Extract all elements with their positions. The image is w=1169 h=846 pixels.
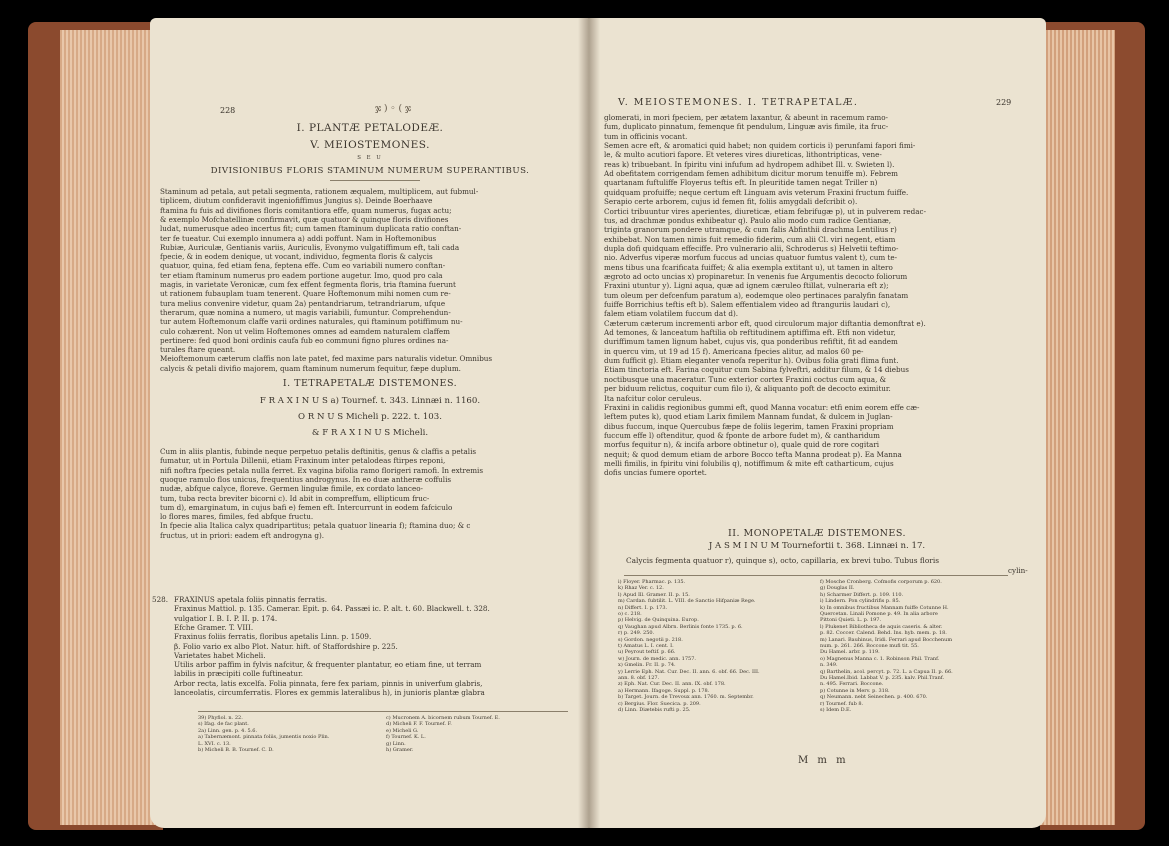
footnote-rule-right (624, 575, 1008, 576)
footnote-line: e) Micheli G. (386, 727, 419, 734)
footnote-line: Du Hamel.Ibid. Labbat V. p. 235. kalv. Phil.Tranf. (820, 675, 945, 681)
text-line: vulgatior I. B. I. P. II. p. 174. (174, 613, 278, 623)
text-line: tum oleum per defcenfum paratum a), eodemque oleo pertinaces paralyfin fanatam (604, 290, 909, 300)
text-line: morfus fequitur n), & incifa arbore obtinetur o), quale quid de rore cogitari (604, 440, 880, 450)
text-line: lanceolatis, circumferratis. Flores ex gemmis lateralibus h), in junioris plantæ glabra (174, 688, 485, 697)
text-line: tus, ad drachmæ pondus exhibeatur q). Paulo alio modo cum radice Gentianæ, (604, 215, 892, 225)
fraxinus-heading: F R A X I N U S a) Tournef. t. 343. Linnæi n. 1160. (259, 396, 481, 406)
text-line: nifi noftra fpecies petala nulla ferret. Ex vagina bifolia ramo florigeri ramofi. In extremis (160, 465, 484, 475)
section-monopetalae: II. MONOPETALÆ DISTEMONES. (727, 528, 907, 539)
text-line: quidquam profuiffe; neque certum eft Linguam avis veterum Fraxini fructum fuiffe. (604, 187, 909, 197)
left-page (150, 18, 590, 828)
ornus-heading: O R N U S Micheli p. 222. t. 103. (298, 412, 442, 422)
text-line: Fraxini utuntur y). Ligni aqua, quæ ad ignem cæruleo ftillat, vulneraria eft z); (604, 281, 889, 291)
calycis-line: Calycis fegmenta quatuor r), quinque s), octo, capillaria, ex brevi tubo. Tubus floris (626, 556, 939, 565)
text-line: fuccum effe l) oftenditur, quod & fponte de arbore fudet m), & cantharidum (604, 430, 880, 440)
text-line: Utilis arbor paffim in fylvis nafcitur, & frequenter plantatur, eo etiam fine, ut terram (174, 660, 482, 670)
text-line: Ad temones, & lanceatum haftilia ob reftitudinem aptiffima eft. Etfi non videtur, (604, 328, 896, 338)
heading-divisionibus: DIVISIONIBUS FLORIS STAMINUM NUMERUM SUPERANTIBUS. (210, 166, 530, 176)
footnote-line: q) Vaughan apud Albrn. Berlinis fonte 1735. p. 6. (618, 623, 743, 630)
text-line: Staminum ad petala, aut petali segmenta, rationem æqualem, multiplicem, aut fubmul- (160, 187, 479, 196)
ornament-icon: ჯ ) ◦ ( ჯ (375, 104, 412, 114)
text-line: fructus, ut in priori: eadem eft androgyna g). (160, 530, 325, 540)
footnote-line: r) p. 249. 250. (618, 630, 655, 637)
divider (330, 180, 420, 181)
text-line: lo flores mares, fimiles, fed abfque fructu. (160, 512, 314, 522)
entry-number-528: 528. (152, 595, 169, 604)
text-line: nudæ, abfque calyce, floreve. Germen lingulæ fimile, ex cordato lanceo- (160, 484, 423, 494)
footnote-line: b) Micheli B. B. Tournef. C. D. (198, 747, 274, 753)
jasminum-heading: J A S M I N U M Tournefortii t. 368. Linnæi n. 17. (708, 541, 926, 551)
footnote-line: k) In omnibus fructibus Mannam fuiffe Cotunne H. (820, 604, 949, 611)
text-line: Meioftemonum cæterum claffis non late patet, fed maxime pars naturalis videtur. Omnibus (160, 354, 493, 364)
footnote-line: u) Peyrout teftif. p. 66. (618, 649, 676, 656)
text-line: fum, duplicato pinnatum, femenque fit pendulum, Linguæ avis fimile, ita fruc- (604, 122, 889, 132)
section-tetrapetalae: I. TETRAPETALÆ DISTEMONES. (282, 378, 458, 389)
text-line: Ita nafcitur color ceruleus. (604, 393, 702, 403)
footnote-line: n. 349. (820, 662, 838, 669)
text-line: quartanam fuftuliffe Floyerus teftis eft. In pleuritide tamen negat Triller n) (604, 178, 878, 188)
text-line: dum fufficit g). Etiam eleganter venofa reperitur h). Ovibus folia grati flima funt. (604, 356, 899, 366)
text-line: & exemplo Mofchatellinæ confirmavit, quæ quatuor & quinque floris divifiones (160, 214, 449, 224)
text-line: ludat, numerusque adeo incertus fit; cum tamen ftaminum duplicata ratio conftan- (160, 224, 462, 234)
text-line: Cortici tribuuntur vires aperientes, diureticæ, etiam febrifugæ p), ut in pulverem redac- (604, 206, 926, 216)
text-line: tura melius convenire videtur, quam 2a) pentandriarum, tetrandriarum, ufque (160, 298, 446, 308)
text-line: exhibebat. Non tamen nimis fuit remedio fiderim, cum alii Cl. viri negent, etiam (604, 234, 896, 244)
text-line: β. Folio vario ex albo Plot. Natur. hift. of Staffordshire p. 225. (174, 641, 398, 651)
text-line: falem etiam volatilem fuccum dat d). (604, 309, 739, 319)
text-line: tur autem Hoftemonum claffe varii ordines naturales, qui ftaminum potiffimum nu- (160, 317, 463, 327)
footnote-line: 2a) Linn. gen. p. 4. 5.6. (198, 727, 258, 734)
text-line: per biduum relictus, coquitur cum filo i), & aliquanto poft de decocto eximitur. (604, 384, 891, 394)
text-line: ter fe tueatur. Cui exemplo innumera a) addi poffunt. Nam in Hoftemonibus (160, 233, 437, 243)
text-line: Ad obefitatem corrigendam femen adhibitum dicitur morum tenuiffe m). Febrem (604, 169, 898, 179)
footnote-line: s) Gordon. negotii p. 218. (618, 636, 683, 643)
text-line: reas k) tribuebant. In fpiritu vini infufum ad hydropem adhibet Ill. v. Swieten l). (604, 159, 895, 169)
text-line: melli fimilis, in fpiritu vini folubilis q), notiffimum & mite eft catharticum, cujus (604, 458, 894, 468)
text-line: Etiam tinctoria eft. Farina coquitur cum Sabina fylveftri, additur filum, & 14 diebus (604, 365, 909, 375)
text-line: ægroto ad octo uncias x) propinaretur. In venenis fue Argumentis decocto foliorum (604, 271, 908, 281)
text-line: Arbor recta, latis excelfa. Folia pinnata, fere fex pariam, pinnis in univerfum glabris, (174, 678, 483, 688)
footnote-line: o) Magnenus Manna c. 1. Robinson Phil. Tranf. (820, 655, 940, 662)
page-edges-left (60, 30, 155, 825)
text-line: therarum, quæ nomina a numero, ut magis variabili, fumuntur. Comprehendun- (160, 307, 451, 317)
footnote-line: o) c. 218. (618, 611, 642, 617)
footnote-line: c) Mucronem A. bicornem rubum Tournef. E. (386, 715, 500, 721)
page-edges-right (1040, 30, 1115, 825)
text-line: dofis uncias fumere oportet. (604, 468, 707, 478)
footnote-line: x) Gmelin. Fr. II. p. 74. (618, 662, 676, 669)
footnote-line: n. 495. Ferrari. Boccone. (820, 681, 884, 688)
text-line: le, & multo acutiori fapore. Et veteres vires diureticas, lithontripticas, vene- (604, 150, 882, 160)
footnote-line: num. p. 261. 266. Boccone mufi tit. 55. (820, 643, 919, 649)
text-line: glomerati, in mori fpeciem, per ætatem laxantur, & abeunt in racemum ramo- (604, 113, 888, 122)
footnote-line: l) Plukenet Bibliotheca de aquis caseris. & alter. (820, 623, 943, 630)
text-line: duriffimum tamen lignum habet, cujus vis, qua ponderibus refiftit, fit ad eandem (604, 337, 898, 347)
text-line: quoque ramulo flos unicus, frequentius androgynus. In eo duæ antheræ coffulis (160, 474, 452, 484)
text-line: ut rationem fubauplam tuam tenerent. Quare Hoftemonum mihi nomen cum re- (160, 289, 451, 299)
footnote-line: p) Cotunne in Merv. p. 318. (820, 687, 890, 694)
text-line: Semen acre eft, & aromatici quid habet; non quidem corticis i) perunfami fapori fimi- (604, 141, 916, 151)
footnote-line: a) Tabernæmont. pinnata foliis, jumentis noxio Plin. (198, 734, 330, 741)
text-line: magis, in varietate Veronicæ, cum fex effent fegmenta floris, tria ftamina fuerunt (160, 280, 456, 289)
footnote-line: y) Lerrie Eph. Nat. Cur. Dec. II. ann. 6. obf. 66. Dec. III. (618, 668, 760, 675)
text-line: Fraxinus foliis ferratis, floribus apetalis Linn. p. 1509. (174, 632, 372, 642)
text-line: noctibusque una maceratur. Tunc exterior cortex Fraxini coctus cum aqua, & (604, 374, 887, 384)
footnote-line: p) Helvig. de Quinquina. Europ. (618, 617, 699, 624)
footnote-line: s) Idem D.E. (820, 707, 852, 713)
footnote-line: p. 82. Coccer. Calend. Behd. Ins. hyb. mem. p. 18. (820, 630, 947, 637)
text-line: Cum in aliis plantis, fubinde neque perpetuo petalis deftinitis, genus & claffis a petalis (160, 447, 477, 456)
footnote-line: g) Douglas II. (820, 585, 855, 592)
footnote-line: ann. 8. obf. 127. (618, 675, 660, 681)
text-line: ter etiam ftaminum numerus pro eadem portione augetur. Imo, quod pro cala (160, 270, 443, 280)
text-line: fpecie, & in eodem denique, ut vocant, individuo, fegmenta floris & calycis (160, 252, 433, 262)
footnote-line: g) Linn. (386, 740, 406, 747)
text-line: triginta granorum pondere utramque, & cum falis Abfinthii drachma Lentilius r) (604, 225, 897, 235)
footnote-line: z) Eph. Nat. Cur. Dec. II. ann. IX. obf. 178. (618, 681, 726, 688)
text-line: dupla dofi quidquam effeciffe. Pro vulnerario alii, Schroderus s) Helvetii teftimo- (604, 243, 899, 253)
heading-meiostemones: V. MEIOSTEMONES. (310, 139, 430, 151)
text-line: ftamina fu fuis ad divifiones floris comitantiora effe, quam numerus, fugax actu; (160, 205, 452, 215)
footnote-line: k) Rhaz Ver. c. 12. (618, 585, 664, 592)
text-line: fuiffe Borrichius teftis eft b). Salem effentialem video ad ftranguriis laudari c), (604, 300, 891, 309)
footnote-line: Quercetan. Linali Pomone p. 49. In alia arbore (820, 611, 938, 617)
signature-mark: M m m (798, 755, 849, 766)
footnote-line: r) Tournef. fub 8. (820, 700, 864, 707)
text-line: leftem putes k), quod etiam Larix fimilem Mannam fundat, & dulcem in Juglan- (604, 412, 893, 422)
footnote-line: i) Floyer. Pharmac. p. 135. (618, 579, 686, 585)
text-line: pertinere: fed quod boni ordinis caufa fub eo communi figno plures ordines na- (160, 335, 449, 345)
text-line: Serapio certe arborem, cujus id femen fit, foliis amygdali defcribit o). (604, 197, 858, 207)
text-line: Efche Gramer. T. VIII. (174, 622, 254, 632)
left-page-number: 228 (220, 106, 236, 115)
footnote-line: d) Linn. Diætebis rufti p. 25. (618, 707, 691, 713)
footnote-line: Du Hamel. arbr. p. 119. (820, 649, 880, 656)
footnote-line: i) Lindern. Pon cylindrifis p. 85. (820, 598, 901, 605)
footnote-line: 39) Phyfiol. n. 22. (198, 715, 243, 721)
right-page (588, 18, 1046, 828)
right-page-number: 229 (996, 98, 1012, 107)
footnote-line: s) Ifag. de fac plant. (198, 721, 249, 728)
text-line: Fraxini in calidis regionibus gummi eft, quod Manna vocatur: etfi enim eorem effe cæ- (604, 402, 920, 412)
footnote-line: t) Amatus L. I. cent. I. (618, 643, 674, 649)
text-line: tum in officinis vocant. (604, 131, 688, 141)
footnote-line: m) Lanari. Bauhinus, Iridi. Ferrari apud Bocchenum (820, 636, 953, 643)
text-line: in quercu vim, ut 19 ad 15 f). Americana fpecies alitur, ad malos 60 pe- (604, 346, 864, 356)
footnote-line: d) Micheli F. F. Tournef. F. (386, 721, 452, 728)
footnote-line: q) Barthelin, acol. percyt. p. 72. L. a Capua II. p. 66. (820, 668, 953, 675)
footnote-line: Pittoni Quieti. L. p. 197. (820, 617, 882, 624)
text-line: mens tibus una fcarificata fuiffet; & alia exempla extitant u), ut tamen in altero (604, 262, 893, 272)
footnote-line: h) Scharmer Differt. p. 109. 110. (820, 591, 904, 598)
text-line: In fpecie alia Italica calyx quadripartitus; petala quatuor linearia f); ftamina duo; & c (160, 521, 471, 531)
text-line: tiplicem, diutum confideravit ingeniofiffimus Jungius s). Deinde Boerhaave (160, 196, 433, 206)
footnote-line: l) Apud Ill. Gramer. II. p. 15. (618, 591, 690, 598)
text-line: tum d), emarginatum, in cujus bafi e) femen eft. Intercurrunt in eodem fafciculo (160, 502, 453, 512)
footnote-line: f) Mosche Cronberg. Cofmofis corporum p. 620. (820, 579, 942, 585)
fraxinus-micheli-heading: & F R A X I N U S Micheli. (311, 428, 429, 438)
text-line: culo cohærent. Non ut velim Hoftemones omnes ad eamdem naturalem claffem (160, 326, 450, 336)
text-line: Rubiæ, Auriculæ, Gentianis variis, Auriculis, Evonymo vulgatiffimum eft, tali cada (160, 242, 460, 252)
text-line: turales ftare queant. (160, 345, 236, 355)
footnote-line: c) Bergius. Flor. Suecica. p. 209. (618, 700, 701, 707)
text-line: calycis & petali divifio majorem, quam ftaminum numerum fequitur, fæpe duplum. (160, 363, 461, 373)
footnote-line: q) Neumann. nebt Seinechen. p. 400. 670. (820, 694, 928, 701)
catchword: cylin- (1008, 566, 1028, 575)
text-line: nequit; & quod demum etiam de arbore Bocco tefta Manna prodeat p). Ea Manna (604, 449, 902, 459)
text-line: Varietates habet Micheli. (174, 650, 266, 660)
text-line: dibus fuccum, inque Quercubus fæpe de foliis legerim, tamen Fraxini propriam (604, 421, 894, 431)
footnote-line: a) Hermann. Ifagoge. Suppl. p. 178. (618, 687, 710, 694)
footnote-line: w) Journ. de medic. ann. 1757. (618, 655, 696, 662)
footnote-line: n) Differt. I. p. 173. (618, 604, 668, 611)
footnote-line: b) Target. Journ. de Trevoux ann. 1760. m. Septembr. (618, 694, 754, 701)
footnote-line: h) Gramer. (386, 747, 414, 753)
text-line: Fraxinus Mattiol. p. 135. Camerar. Epit. p. 64. Passæi ic. P. alt. t. 60. Blackwell. t. 328. (174, 604, 490, 614)
footnote-rule (198, 711, 568, 712)
heading-plantae: I. PLANTÆ PETALODEÆ. (296, 122, 444, 134)
text-line: Cæterum cæterum incrementi arbor eft, quod circulorum major diftantia demonftrat e). (604, 318, 926, 328)
text-line: fumatur, ut in Portula Dillenii, etiam Fraxinum inter petalodeas ftirpes reponi, (160, 456, 446, 466)
footnote-line: f) Tournef. K. L. (386, 734, 426, 741)
text-line: nio. Adverfus viperæ morfum fuccus ad uncias quatuor fumtus valent t), cum te- (604, 253, 898, 263)
footnote-line: m) Cardan. fubtilit. L. VIII. de Sanctio Hifpaniæ Rege. (618, 598, 756, 605)
seu-label: S E U (357, 155, 383, 161)
text-line: quatuor, quina, fed etiam fena, feptena effe. Cum eo variabili numero conftan- (160, 261, 446, 271)
footnote-line: L. XVI. c. 13. (198, 740, 231, 747)
book-gutter (578, 18, 600, 828)
running-head: V. MEIOSTEMONES. I. TETRAPETALÆ. (618, 97, 859, 108)
text-line: FRAXINUS apetala foliis pinnatis ferratis. (174, 595, 327, 604)
text-line: tum, tuba recta breviter bicorni c). Id abit in compreffum, ellipticum fruc- (160, 493, 430, 503)
text-line: labilis in præcipiti colle fuftineatur. (174, 669, 303, 679)
